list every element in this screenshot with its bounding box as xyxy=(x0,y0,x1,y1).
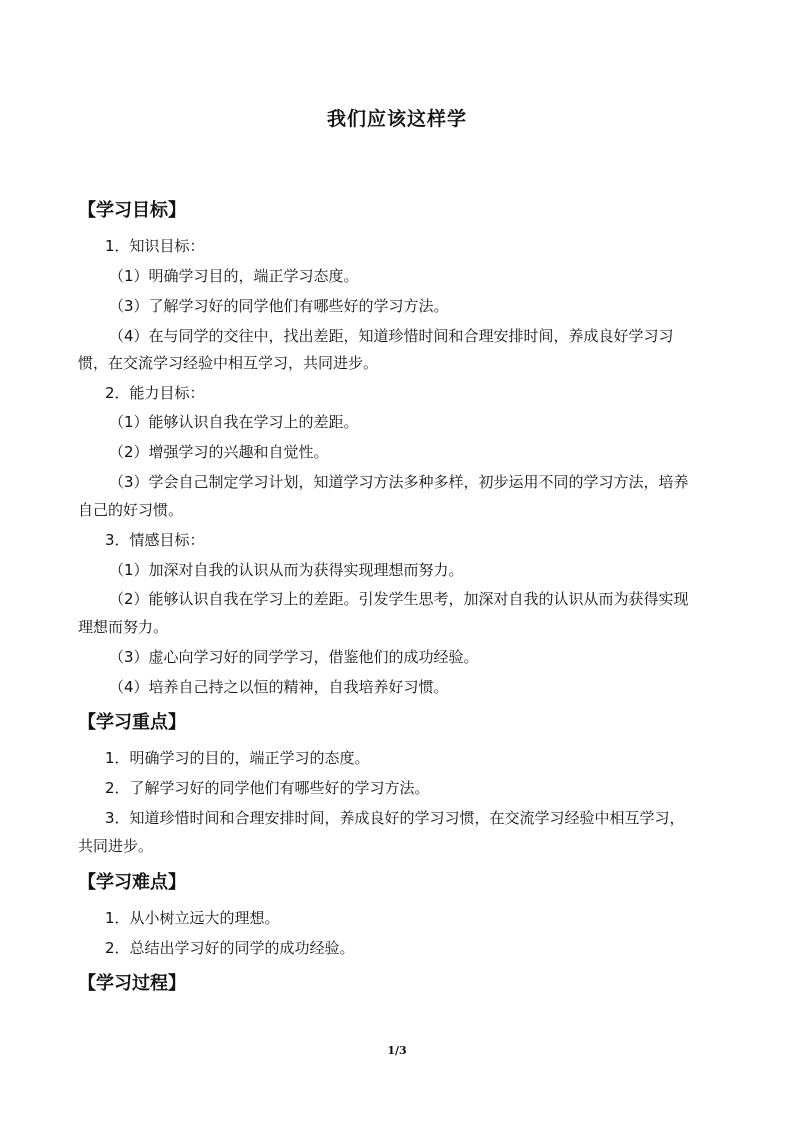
text-line: （3）学会自己制定学习计划，知道学习方法多种多样，初步运用不同的学习方法，培养 xyxy=(109,473,689,491)
text-line: 1．明确学习的目的，端正学习的态度。 xyxy=(105,749,370,767)
text-line: 1．从小树立远大的理想。 xyxy=(105,909,280,927)
text-line: （2）能够认识自我在学习上的差距。引发学生思考，加深对自我的认识从而为获得实现 xyxy=(109,590,689,608)
text-line-continuation: 共同进步。 xyxy=(78,837,154,855)
text-line: （1）能够认识自我在学习上的差距。 xyxy=(109,413,359,431)
page-number: 1/3 xyxy=(387,1044,407,1057)
section-heading-process: 【学习过程】 xyxy=(78,973,186,994)
text-line: （2）增强学习的兴趣和自觉性。 xyxy=(109,443,329,461)
section-heading-objectives: 【学习目标】 xyxy=(78,200,186,221)
text-line-continuation: 自己的好习惯。 xyxy=(78,501,184,519)
text-line: （4）培养自己持之以恒的精神，自我培养好习惯。 xyxy=(109,678,449,696)
text-line-continuation: 理想而努力。 xyxy=(78,618,169,636)
text-line: 2．总结出学习好的同学的成功经验。 xyxy=(105,939,355,957)
text-line: 1．知识目标： xyxy=(105,237,205,255)
text-line: （4）在与同学的交往中，找出差距，知道珍惜时间和合理安排时间，养成良好学习习 xyxy=(109,327,674,345)
text-line: 2．能力目标： xyxy=(105,384,205,402)
text-line-continuation: 惯，在交流学习经验中相互学习，共同进步。 xyxy=(78,354,379,372)
text-line: （3）虚心向学习好的同学学习，借鉴他们的成功经验。 xyxy=(109,648,479,666)
text-line: 3．情感目标： xyxy=(105,531,205,549)
text-line: （1）加深对自我的认识从而为获得实现理想而努力。 xyxy=(109,561,464,579)
text-line: （1）明确学习目的，端正学习态度。 xyxy=(109,267,359,285)
section-heading-difficulties: 【学习难点】 xyxy=(78,872,186,893)
page-title: 我们应该这样学 xyxy=(326,108,467,130)
text-line: 2．了解学习好的同学他们有哪些好的学习方法。 xyxy=(105,779,430,797)
text-line: 3．知道珍惜时间和合理安排时间，养成良好的学习习惯，在交流学习经验中相互学习， xyxy=(105,809,685,827)
section-heading-key-points: 【学习重点】 xyxy=(78,712,186,733)
text-line: （3）了解学习好的同学他们有哪些好的学习方法。 xyxy=(109,297,449,315)
